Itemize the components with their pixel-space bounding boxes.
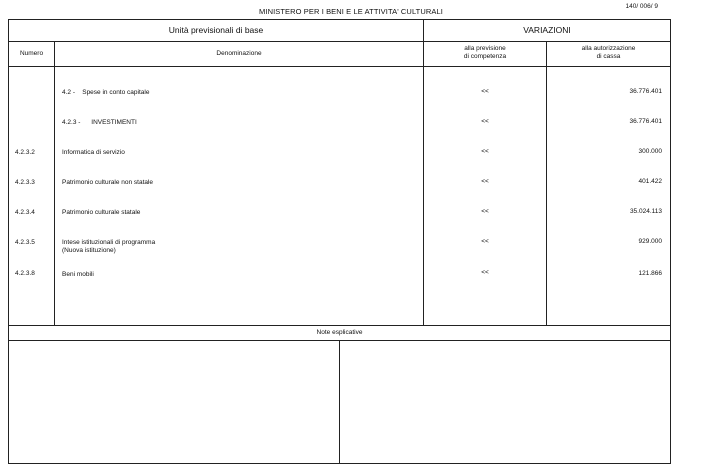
row-numero: 4.2.3.8 bbox=[15, 270, 35, 277]
row-denominazione: Patrimonio culturale statale bbox=[62, 209, 141, 216]
row-competenza: << bbox=[481, 238, 489, 245]
row-denominazione-detail: (Nuova istituzione) bbox=[62, 247, 116, 254]
row-competenza: << bbox=[481, 148, 489, 155]
row-cassa: 36.776.401 bbox=[629, 88, 662, 95]
ministry-header: MINISTERO PER I BENI E LE ATTIVITA' CULTURALI bbox=[259, 7, 443, 16]
column-header-cassa-line2: di cassa bbox=[596, 52, 621, 60]
column-header-competenza-line1: alla previsione bbox=[464, 45, 506, 52]
row-numero: 4.2.3.5 bbox=[15, 239, 35, 246]
page-reference: 140/ 006/ 9 bbox=[625, 3, 658, 10]
row-numero: 4.2.3.4 bbox=[15, 209, 35, 216]
row-cassa: 300.000 bbox=[638, 148, 662, 155]
rule-under-section-titles bbox=[8, 41, 671, 42]
column-header-numero: Numero bbox=[19, 50, 44, 57]
notes-title: Note esplicative bbox=[316, 329, 363, 336]
row-competenza: << bbox=[481, 269, 489, 276]
column-header-competenza-line2: di competenza bbox=[463, 52, 507, 60]
divider-variazioni bbox=[423, 19, 424, 325]
row-cassa: 36.776.401 bbox=[629, 118, 662, 125]
rule-above-notes bbox=[8, 325, 671, 326]
row-cassa: 35.024.113 bbox=[629, 208, 662, 215]
row-numero: 4.2.3.2 bbox=[15, 149, 35, 156]
section-title-unita: Unità previsionali di base bbox=[168, 25, 264, 35]
column-header-denominazione: Denominazione bbox=[216, 50, 262, 57]
row-denominazione: Intese istituzionali di programma bbox=[62, 239, 156, 246]
row-denominazione: 4.2 - Spese in conto capitale bbox=[62, 89, 150, 96]
section-title-variazioni: VARIAZIONI bbox=[523, 25, 571, 35]
row-numero: 4.2.3.3 bbox=[15, 179, 35, 186]
row-denominazione: Beni mobili bbox=[62, 271, 94, 278]
row-denominazione: Informatica di servizio bbox=[62, 149, 125, 156]
column-header-cassa-line1: alla autorizzazione bbox=[581, 45, 636, 52]
column-header-cassa bbox=[547, 45, 670, 60]
row-competenza: << bbox=[481, 88, 489, 95]
row-cassa: 121.866 bbox=[638, 270, 662, 277]
divider-numero bbox=[54, 41, 55, 325]
column-header-competenza bbox=[424, 45, 546, 60]
row-cassa: 401.422 bbox=[638, 178, 662, 185]
divider-notes bbox=[339, 340, 340, 464]
row-competenza: << bbox=[481, 208, 489, 215]
row-denominazione: 4.2.3 - INVESTIMENTI bbox=[62, 119, 137, 126]
row-competenza: << bbox=[481, 118, 489, 125]
rule-under-column-headers bbox=[8, 66, 671, 67]
row-competenza: << bbox=[481, 178, 489, 185]
row-cassa: 929.000 bbox=[638, 238, 662, 245]
row-denominazione: Patrimonio culturale non statale bbox=[62, 179, 154, 186]
